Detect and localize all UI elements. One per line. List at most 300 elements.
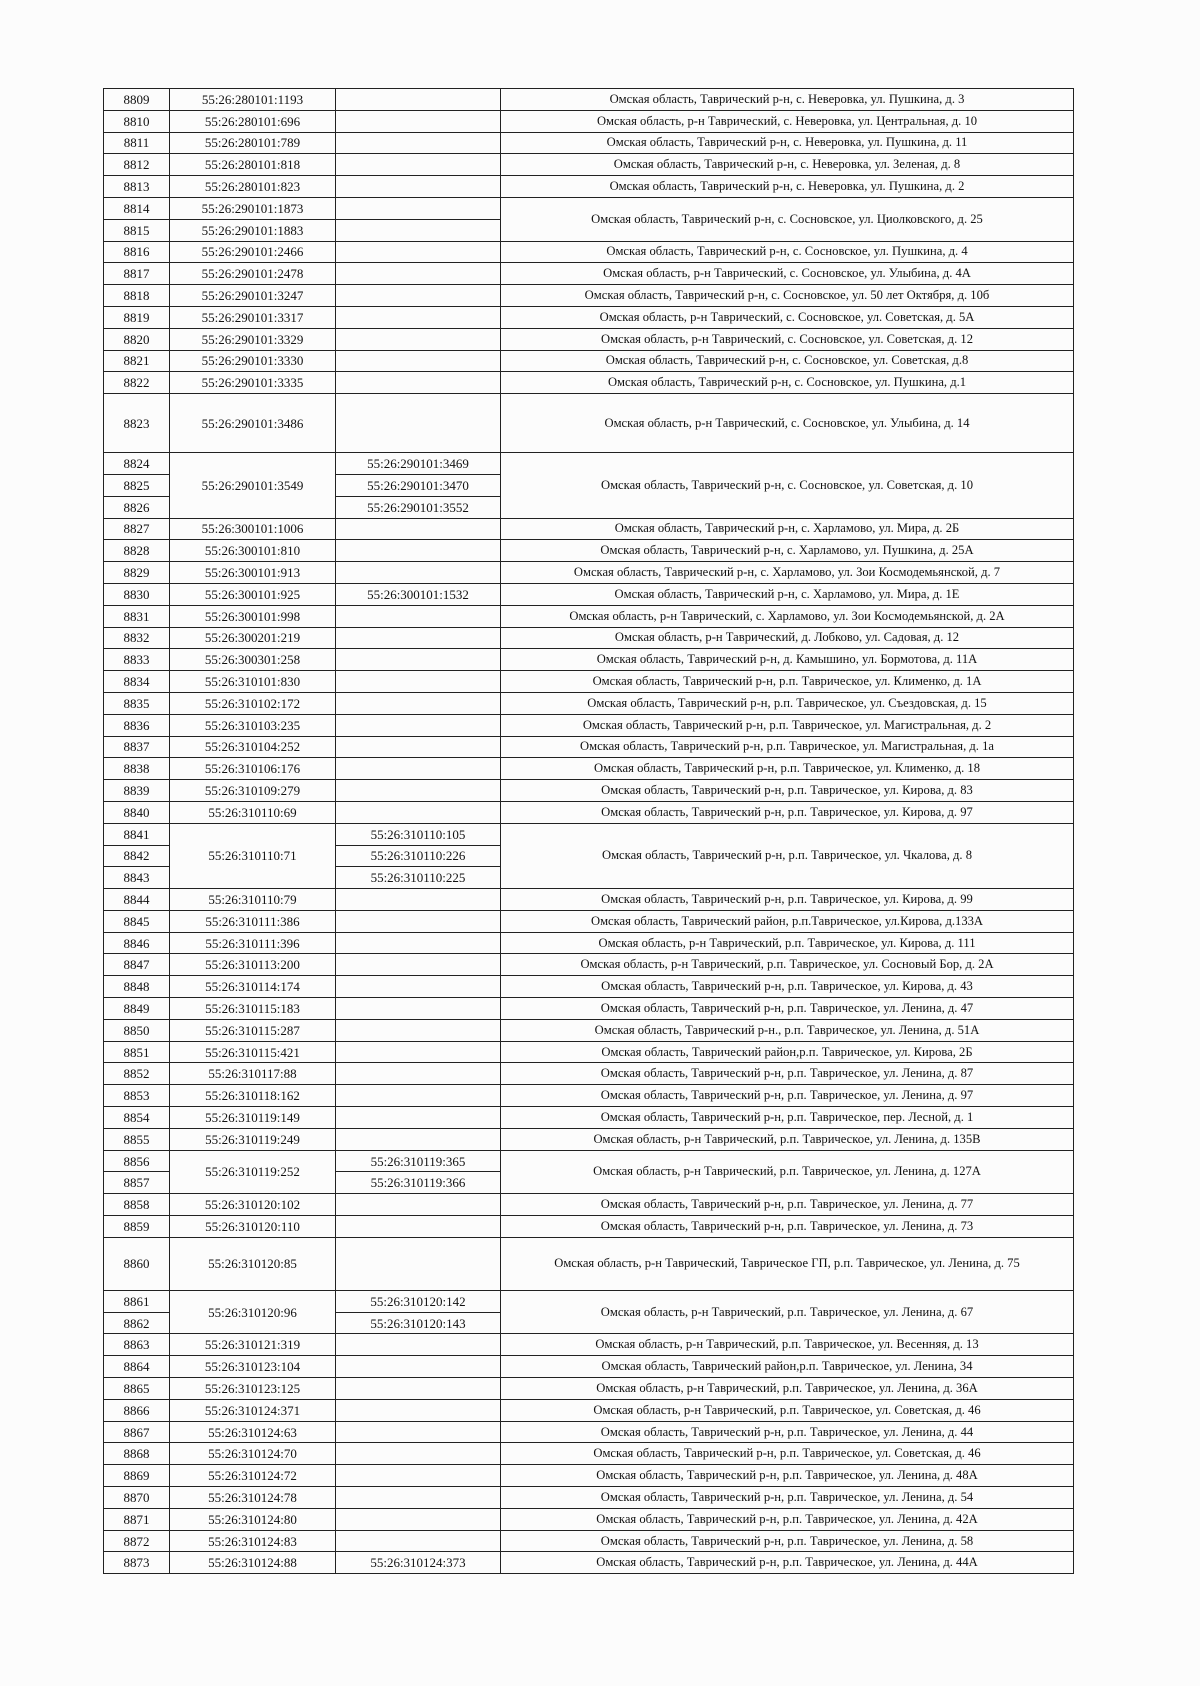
linked-cadastral-number	[336, 998, 501, 1020]
table-row	[104, 889, 1074, 911]
table-row	[104, 1194, 1074, 1216]
address: Омская область, р-н Таврический, с. Сосновское, ул. Улыбина, д. 4А	[501, 263, 1074, 285]
linked-cadastral-number	[336, 1019, 501, 1041]
table-row	[104, 1019, 1074, 1041]
address: Омская область, Таврический р-н, с. Неверовка, ул. Пушкина, д. 2	[501, 176, 1074, 198]
address: Омская область, р-н Таврический, с. Сосновское, ул. Советская, д. 5А	[501, 306, 1074, 328]
address: Омская область, Таврический р-н, р.п. Таврическое, ул. Кирова, д. 43	[501, 976, 1074, 998]
linked-cadastral-number	[336, 1443, 501, 1465]
table-row	[104, 1216, 1074, 1238]
row-number: 8813	[104, 176, 170, 198]
address: Омская область, Таврический р-н., р.п. Таврическое, ул. Ленина, д. 51А	[501, 1019, 1074, 1041]
address: Омская область, Таврический р-н, с. Харламово, ул. Мира, д. 1Е	[501, 583, 1074, 605]
row-number: 8809	[104, 89, 170, 111]
table-row	[104, 1487, 1074, 1509]
cadastral-number: 55:26:280101:789	[170, 132, 336, 154]
linked-cadastral-number	[336, 1421, 501, 1443]
cadastral-number: 55:26:310103:235	[170, 714, 336, 736]
cadastral-number: 55:26:300101:913	[170, 562, 336, 584]
address: Омская область, Таврический р-н, с. Сосновское, ул. Пушкина, д. 4	[501, 241, 1074, 263]
cadastral-number: 55:26:280101:823	[170, 176, 336, 198]
table-row	[104, 758, 1074, 780]
cadastral-number: 55:26:310124:72	[170, 1465, 336, 1487]
row-number: 8873	[104, 1552, 170, 1574]
address: Омская область, Таврический р-н, с. Неверовка, ул. Пушкина, д. 11	[501, 132, 1074, 154]
table-row	[104, 176, 1074, 198]
table-row	[104, 649, 1074, 671]
row-number: 8848	[104, 976, 170, 998]
table-row	[104, 1128, 1074, 1150]
table-row	[104, 518, 1074, 540]
table-row	[104, 1150, 1074, 1172]
cadastral-number: 55:26:310124:83	[170, 1530, 336, 1552]
table-row	[104, 1356, 1074, 1378]
address: Омская область, Таврический р-н, с. Сосновское, ул. Советская, д.8	[501, 350, 1074, 372]
linked-cadastral-number	[336, 758, 501, 780]
row-number: 8836	[104, 714, 170, 736]
linked-cadastral-number: 55:26:310124:373	[336, 1552, 501, 1574]
linked-cadastral-number	[336, 263, 501, 285]
cadastral-number: 55:26:310124:70	[170, 1443, 336, 1465]
row-number: 8863	[104, 1334, 170, 1356]
table-row	[104, 1421, 1074, 1443]
row-number: 8824	[104, 453, 170, 475]
row-number: 8837	[104, 736, 170, 758]
row-number: 8823	[104, 394, 170, 453]
address: Омская область, Таврический р-н, с. Неверовка, ул. Пушкина, д. 3	[501, 89, 1074, 111]
address: Омская область, р-н Таврический, с. Неверовка, ул. Центральная, д. 10	[501, 110, 1074, 132]
cadastral-number: 55:26:310114:174	[170, 976, 336, 998]
row-number: 8812	[104, 154, 170, 176]
row-number: 8810	[104, 110, 170, 132]
table-row	[104, 1063, 1074, 1085]
cadastral-number: 55:26:310115:287	[170, 1019, 336, 1041]
table-row	[104, 780, 1074, 802]
table-row	[104, 823, 1074, 845]
cadastral-number: 55:26:310120:96	[170, 1290, 336, 1334]
table-row	[104, 241, 1074, 263]
address: Омская область, Таврический р-н, р.п. Таврическое, ул. Ленина, д. 44А	[501, 1552, 1074, 1574]
address: Омская область, Таврический р-н, р.п. Таврическое, ул. Кирова, д. 97	[501, 801, 1074, 823]
row-number: 8819	[104, 306, 170, 328]
cadastral-number: 55:26:310124:63	[170, 1421, 336, 1443]
cadastral-number: 55:26:290101:1873	[170, 197, 336, 219]
table-row	[104, 932, 1074, 954]
table-row	[104, 540, 1074, 562]
cadastral-number: 55:26:310110:71	[170, 823, 336, 888]
linked-cadastral-number	[336, 372, 501, 394]
linked-cadastral-number	[336, 1194, 501, 1216]
row-number: 8829	[104, 562, 170, 584]
linked-cadastral-number	[336, 540, 501, 562]
cadastral-number: 55:26:310110:79	[170, 889, 336, 911]
cadastral-number: 55:26:310124:78	[170, 1487, 336, 1509]
linked-cadastral-number	[336, 1465, 501, 1487]
cadastral-number: 55:26:310110:69	[170, 801, 336, 823]
address: Омская область, р-н Таврический, с. Сосновское, ул. Улыбина, д. 14	[501, 394, 1074, 453]
address: Омская область, Таврический район,р.п. Таврическое, ул. Ленина, 34	[501, 1356, 1074, 1378]
address: Омская область, р-н Таврический, р.п. Таврическое, ул. Ленина, д. 135В	[501, 1128, 1074, 1150]
linked-cadastral-number	[336, 241, 501, 263]
table-row	[104, 605, 1074, 627]
table-row	[104, 394, 1074, 453]
cadastral-number: 55:26:300101:925	[170, 583, 336, 605]
address: Омская область, Таврический р-н, р.п. Таврическое, ул. Ленина, д. 48А	[501, 1465, 1074, 1487]
table-row	[104, 1443, 1074, 1465]
table-row	[104, 998, 1074, 1020]
cadastral-number: 55:26:280101:1193	[170, 89, 336, 111]
table-row	[104, 714, 1074, 736]
row-number: 8842	[104, 845, 170, 867]
row-number: 8868	[104, 1443, 170, 1465]
cadastral-number: 55:26:300301:258	[170, 649, 336, 671]
linked-cadastral-number: 55:26:310119:365	[336, 1150, 501, 1172]
linked-cadastral-number	[336, 1378, 501, 1400]
linked-cadastral-number	[336, 605, 501, 627]
linked-cadastral-number	[336, 518, 501, 540]
row-number: 8859	[104, 1216, 170, 1238]
row-number: 8843	[104, 867, 170, 889]
row-number: 8827	[104, 518, 170, 540]
row-number: 8847	[104, 954, 170, 976]
row-number: 8870	[104, 1487, 170, 1509]
cadastral-number: 55:26:310121:319	[170, 1334, 336, 1356]
table-row	[104, 1530, 1074, 1552]
cadastral-number: 55:26:310104:252	[170, 736, 336, 758]
cadastral-number: 55:26:310115:183	[170, 998, 336, 1020]
linked-cadastral-number	[336, 285, 501, 307]
table-row	[104, 1041, 1074, 1063]
cadastral-number: 55:26:290101:3247	[170, 285, 336, 307]
row-number: 8838	[104, 758, 170, 780]
cadastral-number: 55:26:310117:88	[170, 1063, 336, 1085]
linked-cadastral-number	[336, 154, 501, 176]
address: Омская область, Таврический р-н, р.п. Таврическое, ул. Ленина, д. 73	[501, 1216, 1074, 1238]
linked-cadastral-number	[336, 1085, 501, 1107]
address: Омская область, Таврический р-н, р.п. Таврическое, ул. Чкалова, д. 8	[501, 823, 1074, 888]
linked-cadastral-number	[336, 132, 501, 154]
cadastral-number: 55:26:310119:252	[170, 1150, 336, 1194]
address: Омская область, р-н Таврический, р.п. Таврическое, ул. Ленина, д. 36А	[501, 1378, 1074, 1400]
table-row	[104, 350, 1074, 372]
cadastral-number: 55:26:310124:371	[170, 1399, 336, 1421]
linked-cadastral-number	[336, 1216, 501, 1238]
row-number: 8814	[104, 197, 170, 219]
table-row	[104, 306, 1074, 328]
linked-cadastral-number	[336, 394, 501, 453]
table-row	[104, 197, 1074, 219]
table-row	[104, 132, 1074, 154]
linked-cadastral-number	[336, 671, 501, 693]
row-number: 8857	[104, 1172, 170, 1194]
table-row	[104, 1107, 1074, 1129]
linked-cadastral-number	[336, 910, 501, 932]
linked-cadastral-number	[336, 1107, 501, 1129]
row-number: 8851	[104, 1041, 170, 1063]
cadastral-number: 55:26:300101:1006	[170, 518, 336, 540]
table-row	[104, 328, 1074, 350]
linked-cadastral-number	[336, 1530, 501, 1552]
cadastral-number: 55:26:310118:162	[170, 1085, 336, 1107]
address: Омская область, Таврический р-н, с. Сосновское, ул. Циолковского, д. 25	[501, 197, 1074, 241]
table-row	[104, 1290, 1074, 1312]
cadastral-number: 55:26:310111:386	[170, 910, 336, 932]
row-number: 8846	[104, 932, 170, 954]
row-number: 8840	[104, 801, 170, 823]
row-number: 8839	[104, 780, 170, 802]
address: Омская область, Таврический р-н, р.п. Таврическое, ул. Клименко, д. 1А	[501, 671, 1074, 693]
row-number: 8820	[104, 328, 170, 350]
linked-cadastral-number: 55:26:310110:226	[336, 845, 501, 867]
linked-cadastral-number	[336, 780, 501, 802]
address: Омская область, Таврический р-н, р.п. Таврическое, ул. Ленина, д. 97	[501, 1085, 1074, 1107]
cadastral-number: 55:26:300201:219	[170, 627, 336, 649]
linked-cadastral-number	[336, 649, 501, 671]
row-number: 8845	[104, 910, 170, 932]
linked-cadastral-number: 55:26:290101:3470	[336, 474, 501, 496]
table-row	[104, 89, 1074, 111]
table-row	[104, 1085, 1074, 1107]
table-row	[104, 583, 1074, 605]
table-row	[104, 1552, 1074, 1574]
cadastral-register-table	[103, 88, 1074, 1574]
row-number: 8835	[104, 692, 170, 714]
row-number: 8822	[104, 372, 170, 394]
row-number: 8858	[104, 1194, 170, 1216]
address: Омская область, р-н Таврический, с. Сосновское, ул. Советская, д. 12	[501, 328, 1074, 350]
table-row	[104, 372, 1074, 394]
cadastral-number: 55:26:280101:818	[170, 154, 336, 176]
table-row	[104, 736, 1074, 758]
address: Омская область, Таврический р-н, с. Неверовка, ул. Зеленая, д. 8	[501, 154, 1074, 176]
cadastral-number: 55:26:290101:2466	[170, 241, 336, 263]
row-number: 8825	[104, 474, 170, 496]
linked-cadastral-number: 55:26:300101:1532	[336, 583, 501, 605]
linked-cadastral-number: 55:26:290101:3552	[336, 496, 501, 518]
address: Омская область, Таврический р-н, с. Харламово, ул. Зои Космодемьянской, д. 7	[501, 562, 1074, 584]
row-number: 8830	[104, 583, 170, 605]
address: Омская область, р-н Таврический, р.п. Таврическое, ул. Советская, д. 46	[501, 1399, 1074, 1421]
address: Омская область, р-н Таврический, р.п. Таврическое, ул. Весенняя, д. 13	[501, 1334, 1074, 1356]
cadastral-number: 55:26:310120:85	[170, 1237, 336, 1290]
row-number: 8860	[104, 1237, 170, 1290]
cadastral-number: 55:26:300101:998	[170, 605, 336, 627]
linked-cadastral-number	[336, 89, 501, 111]
cadastral-number: 55:26:290101:1883	[170, 219, 336, 241]
table-row	[104, 801, 1074, 823]
row-number: 8821	[104, 350, 170, 372]
table-row	[104, 1508, 1074, 1530]
table-row	[104, 154, 1074, 176]
linked-cadastral-number	[336, 1508, 501, 1530]
address: Омская область, р-н Таврический, р.п. Таврическое, ул. Сосновый Бор, д. 2А	[501, 954, 1074, 976]
cadastral-number: 55:26:290101:3330	[170, 350, 336, 372]
linked-cadastral-number	[336, 1334, 501, 1356]
address: Омская область, Таврический р-н, р.п. Таврическое, ул. Съездовская, д. 15	[501, 692, 1074, 714]
row-number: 8856	[104, 1150, 170, 1172]
cadastral-number: 55:26:290101:2478	[170, 263, 336, 285]
linked-cadastral-number: 55:26:310120:143	[336, 1312, 501, 1334]
linked-cadastral-number	[336, 562, 501, 584]
linked-cadastral-number	[336, 714, 501, 736]
cadastral-number: 55:26:290101:3335	[170, 372, 336, 394]
address: Омская область, Таврический р-н, р.п. Таврическое, пер. Лесной, д. 1	[501, 1107, 1074, 1129]
cadastral-number: 55:26:310123:125	[170, 1378, 336, 1400]
linked-cadastral-number: 55:26:310110:105	[336, 823, 501, 845]
cadastral-number: 55:26:290101:3486	[170, 394, 336, 453]
row-number: 8841	[104, 823, 170, 845]
address: Омская область, Таврический р-н, с. Харламово, ул. Пушкина, д. 25А	[501, 540, 1074, 562]
linked-cadastral-number	[336, 889, 501, 911]
table-row	[104, 671, 1074, 693]
address: Омская область, Таврический район,р.п. Таврическое, ул. Кирова, 2Б	[501, 1041, 1074, 1063]
table-row	[104, 976, 1074, 998]
linked-cadastral-number	[336, 306, 501, 328]
address: Омская область, Таврический р-н, р.п. Таврическое, ул. Советская, д. 46	[501, 1443, 1074, 1465]
cadastral-number: 55:26:310124:88	[170, 1552, 336, 1574]
linked-cadastral-number	[336, 1237, 501, 1290]
cadastral-number: 55:26:280101:696	[170, 110, 336, 132]
cadastral-number: 55:26:310120:102	[170, 1194, 336, 1216]
linked-cadastral-number	[336, 1399, 501, 1421]
row-number: 8867	[104, 1421, 170, 1443]
address: Омская область, Таврический р-н, р.п. Таврическое, ул. Ленина, д. 47	[501, 998, 1074, 1020]
cadastral-number: 55:26:310106:176	[170, 758, 336, 780]
row-number: 8811	[104, 132, 170, 154]
cadastral-number: 55:26:310113:200	[170, 954, 336, 976]
row-number: 8844	[104, 889, 170, 911]
register-body	[104, 89, 1074, 1574]
linked-cadastral-number	[336, 736, 501, 758]
address: Омская область, Таврический р-н, р.п. Таврическое, ул. Магистральная, д. 1а	[501, 736, 1074, 758]
address: Омская область, Таврический р-н, с. Сосновское, ул. 50 лет Октября, д. 10б	[501, 285, 1074, 307]
linked-cadastral-number	[336, 110, 501, 132]
row-number: 8866	[104, 1399, 170, 1421]
address: Омская область, Таврический р-н, р.п. Таврическое, ул. Ленина, д. 58	[501, 1530, 1074, 1552]
linked-cadastral-number	[336, 954, 501, 976]
row-number: 8853	[104, 1085, 170, 1107]
address: Омская область, Таврический р-н, р.п. Таврическое, ул. Ленина, д. 44	[501, 1421, 1074, 1443]
linked-cadastral-number	[336, 627, 501, 649]
linked-cadastral-number	[336, 350, 501, 372]
row-number: 8849	[104, 998, 170, 1020]
table-row	[104, 562, 1074, 584]
row-number: 8816	[104, 241, 170, 263]
address: Омская область, р-н Таврический, д. Лобково, ул. Садовая, д. 12	[501, 627, 1074, 649]
linked-cadastral-number	[336, 1487, 501, 1509]
linked-cadastral-number	[336, 1128, 501, 1150]
table-row	[104, 1237, 1074, 1290]
address: Омская область, Таврический р-н, с. Сосновское, ул. Советская, д. 10	[501, 453, 1074, 518]
cadastral-number: 55:26:310120:110	[170, 1216, 336, 1238]
address: Омская область, Таврический район, р.п.Таврическое, ул.Кирова, д.133А	[501, 910, 1074, 932]
cadastral-number: 55:26:310111:396	[170, 932, 336, 954]
row-number: 8864	[104, 1356, 170, 1378]
address: Омская область, Таврический р-н, р.п. Таврическое, ул. Ленина, д. 77	[501, 1194, 1074, 1216]
table-row	[104, 910, 1074, 932]
row-number: 8833	[104, 649, 170, 671]
linked-cadastral-number: 55:26:290101:3469	[336, 453, 501, 475]
cadastral-number: 55:26:290101:3329	[170, 328, 336, 350]
cadastral-number: 55:26:290101:3317	[170, 306, 336, 328]
table-row	[104, 285, 1074, 307]
cadastral-number: 55:26:300101:810	[170, 540, 336, 562]
row-number: 8831	[104, 605, 170, 627]
linked-cadastral-number	[336, 932, 501, 954]
linked-cadastral-number	[336, 1063, 501, 1085]
row-number: 8832	[104, 627, 170, 649]
linked-cadastral-number	[336, 1356, 501, 1378]
row-number: 8850	[104, 1019, 170, 1041]
table-row	[104, 954, 1074, 976]
table-row	[104, 692, 1074, 714]
address: Омская область, Таврический р-н, д. Камышино, ул. Бормотова, д. 11А	[501, 649, 1074, 671]
linked-cadastral-number	[336, 197, 501, 219]
cadastral-number: 55:26:310115:421	[170, 1041, 336, 1063]
address: Омская область, р-н Таврический, р.п. Таврическое, ул. Кирова, д. 111	[501, 932, 1074, 954]
cadastral-number: 55:26:310119:149	[170, 1107, 336, 1129]
linked-cadastral-number	[336, 801, 501, 823]
address: Омская область, р-н Таврический, Таврическое ГП, р.п. Таврическое, ул. Ленина, д. 75	[501, 1237, 1074, 1290]
row-number: 8872	[104, 1530, 170, 1552]
linked-cadastral-number: 55:26:310119:366	[336, 1172, 501, 1194]
address: Омская область, Таврический р-н, р.п. Таврическое, ул. Магистральная, д. 2	[501, 714, 1074, 736]
row-number: 8852	[104, 1063, 170, 1085]
table-row	[104, 627, 1074, 649]
row-number: 8826	[104, 496, 170, 518]
address: Омская область, Таврический р-н, р.п. Таврическое, ул. Клименко, д. 18	[501, 758, 1074, 780]
cadastral-number: 55:26:310102:172	[170, 692, 336, 714]
row-number: 8861	[104, 1290, 170, 1312]
table-row	[104, 1378, 1074, 1400]
table-row	[104, 1399, 1074, 1421]
linked-cadastral-number	[336, 976, 501, 998]
row-number: 8855	[104, 1128, 170, 1150]
address: Омская область, Таврический р-н, р.п. Таврическое, ул. Кирова, д. 99	[501, 889, 1074, 911]
linked-cadastral-number	[336, 328, 501, 350]
table-row	[104, 110, 1074, 132]
table-row	[104, 263, 1074, 285]
table-row	[104, 1465, 1074, 1487]
cadastral-number: 55:26:290101:3549	[170, 453, 336, 518]
row-number: 8834	[104, 671, 170, 693]
row-number: 8815	[104, 219, 170, 241]
address: Омская область, Таврический р-н, р.п. Таврическое, ул. Ленина, д. 54	[501, 1487, 1074, 1509]
row-number: 8862	[104, 1312, 170, 1334]
linked-cadastral-number	[336, 176, 501, 198]
row-number: 8869	[104, 1465, 170, 1487]
cadastral-number: 55:26:310109:279	[170, 780, 336, 802]
row-number: 8817	[104, 263, 170, 285]
cadastral-number: 55:26:310124:80	[170, 1508, 336, 1530]
cadastral-number: 55:26:310119:249	[170, 1128, 336, 1150]
row-number: 8865	[104, 1378, 170, 1400]
cadastral-number: 55:26:310101:830	[170, 671, 336, 693]
linked-cadastral-number	[336, 692, 501, 714]
linked-cadastral-number: 55:26:310120:142	[336, 1290, 501, 1312]
row-number: 8828	[104, 540, 170, 562]
address: Омская область, Таврический р-н, с. Сосновское, ул. Пушкина, д.1	[501, 372, 1074, 394]
address: Омская область, р-н Таврический, с. Харламово, ул. Зои Космодемьянской, д. 2А	[501, 605, 1074, 627]
address: Омская область, Таврический р-н, р.п. Таврическое, ул. Ленина, д. 87	[501, 1063, 1074, 1085]
row-number: 8871	[104, 1508, 170, 1530]
row-number: 8854	[104, 1107, 170, 1129]
cadastral-number: 55:26:310123:104	[170, 1356, 336, 1378]
address: Омская область, Таврический р-н, р.п. Таврическое, ул. Ленина, д. 42А	[501, 1508, 1074, 1530]
linked-cadastral-number: 55:26:310110:225	[336, 867, 501, 889]
table-row	[104, 1334, 1074, 1356]
address: Омская область, р-н Таврический, р.п. Таврическое, ул. Ленина, д. 127А	[501, 1150, 1074, 1194]
